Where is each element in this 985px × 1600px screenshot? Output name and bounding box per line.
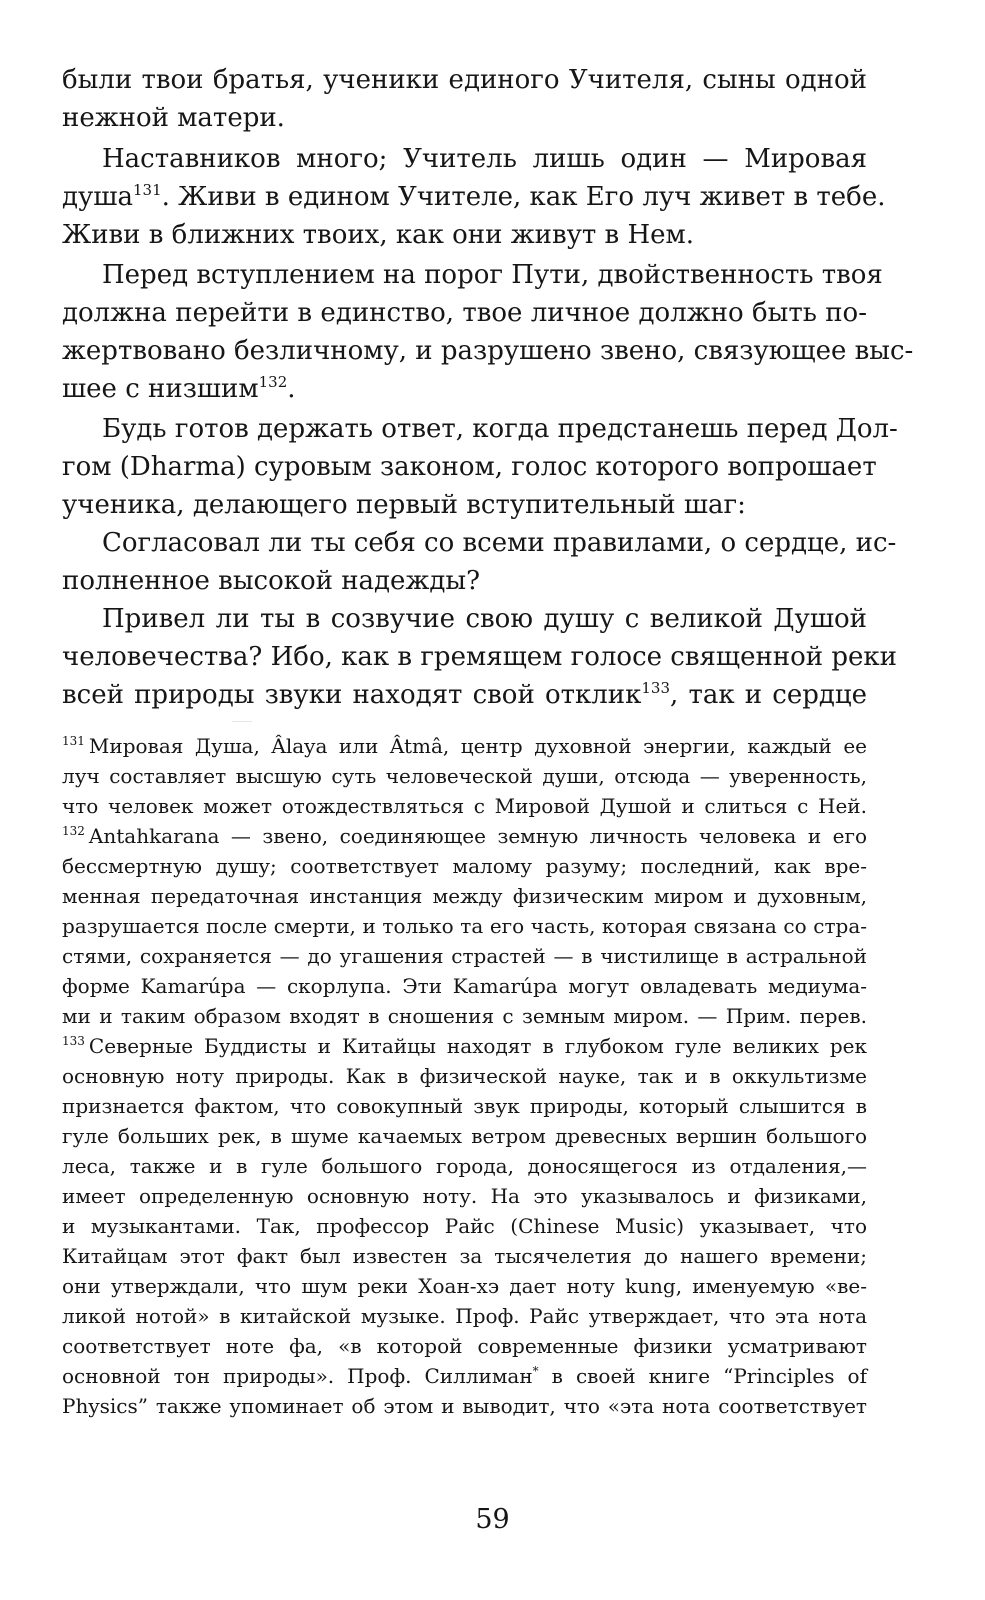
main-text-line: Наставников много; Учитель лишь один — Мировая	[102, 144, 867, 174]
main-text-line: человечества? Ибо, как в гремящем голосе священной реки	[62, 642, 897, 672]
footnote-line: луч составляет высшую суть человеческой души, отсюда — уверенность,	[62, 764, 867, 788]
main-text-line: Согласовал ли ты себя со всеми правилами, о сердце, ис-	[102, 528, 897, 558]
footnote-line: они утверждали, что шум реки Хоан-хэ дает ноту kung, именуемую «ве-	[62, 1274, 867, 1298]
page-number: 59	[475, 1504, 510, 1535]
main-text-line: ученика, делающего первый вступительный шаг:	[62, 490, 746, 520]
footnote-line: менная передаточная инстанция между физическим миром и духовным,	[62, 884, 867, 908]
main-text-line: гом (Dharma) суровым законом, голос которого вопрошает	[62, 452, 877, 482]
footnote-number-131: 131	[62, 734, 85, 748]
footnote-line: что человек может отождествляться с Мировой Душой и слиться с Ней.	[62, 794, 867, 818]
main-text-line: Перед вступлением на порог Пути, двойственность твоя	[102, 260, 883, 290]
footnote-text: Северные Буддисты и Китайцы находят в глубоком гуле великих рек	[88, 1034, 867, 1058]
footnote-text: основной тон природы». Проф. Силлиман	[62, 1364, 533, 1388]
main-text-fragment: .	[287, 374, 296, 404]
main-text-line: были твои братья, ученики единого Учителя, сыны одной	[62, 65, 867, 95]
main-text-line	[62, 370, 867, 411]
footnote-divider	[232, 721, 252, 722]
footnote-line	[62, 1032, 867, 1063]
footnote-line: соответствует ноте фа, «в которой современные физики усматривают	[62, 1334, 867, 1358]
footnote-ref-133: 133	[641, 679, 670, 697]
main-text-line: Привел ли ты в созвучие свою душу с великой Душой	[102, 604, 867, 634]
main-text-line: должна перейти в единство, твое личное должно быть по-	[62, 298, 867, 328]
footnote-text: в своей книге “Principles of	[538, 1364, 867, 1388]
footnote-line: ми и таким образом входят в сношения с земным миром. — Прим. перев.	[62, 1004, 867, 1028]
main-text-fragment: шее с низшим	[62, 374, 259, 404]
main-text-line: Живи в ближних твоих, как они живут в Нем.	[62, 220, 694, 250]
main-text-fragment: , так и сердце	[670, 680, 867, 710]
main-text-fragment: всей природы звуки находят свой отклик	[62, 680, 642, 710]
footnote-line: стями, сохраняется — до угашения страстей — в чистилище в астральной	[62, 944, 867, 968]
footnote-line	[62, 822, 867, 853]
footnote-number-133: 133	[62, 1034, 85, 1048]
footnote-line: признается фактом, что совокупный звук природы, который слышится в	[62, 1094, 867, 1118]
footnote-line: Physics” также упоминает об этом и выводит, что «эта нота соответствует	[62, 1394, 867, 1418]
main-text-fragment: душа	[62, 182, 133, 212]
footnote-text: Мировая Душа, Âlaya или Âtmâ, центр духовной энергии, каждый ее	[88, 734, 867, 758]
main-text-line: полненное высокой надежды?	[62, 566, 481, 596]
footnote-ref-132: 132	[258, 373, 288, 391]
main-text-line: нежной матери.	[62, 103, 285, 133]
footnote-number-132: 132	[62, 824, 85, 838]
main-text-line	[62, 178, 886, 219]
footnote-line: Китайцам этот факт был известен за тысячелетия до нашего времени;	[62, 1244, 867, 1268]
footnote-line: форме Kamarúpa — скорлупа. Эти Kamarúpa могут овладевать медиума-	[62, 974, 867, 998]
footnote-text: Antahkarana — звено, соединяющее земную личность человека и его	[88, 824, 867, 848]
main-text-line: Будь готов держать ответ, когда предстанешь перед Дол-	[102, 414, 898, 444]
footnote-ref-131: 131	[132, 181, 162, 199]
footnote-line	[62, 732, 867, 763]
footnote-line: имеет определенную основную ноту. На это указывалось и физиками,	[62, 1184, 867, 1208]
main-text-line: жертвовано безличному, и разрушено звено, связующее выс-	[62, 336, 914, 366]
footnote-line: гуле больших рек, в шуме качаемых ветром древесных вершин большого	[62, 1124, 867, 1148]
footnote-line: разрушается после смерти, и только та его часть, которая связана со стра-	[62, 914, 867, 938]
main-text-line	[62, 676, 867, 717]
footnote-line: ликой нотой» в китайской музыке. Проф. Райс утверждает, что эта нота	[62, 1304, 867, 1328]
asterisk-mark: *	[532, 1364, 539, 1378]
footnote-line: основную ноту природы. Как в физической науке, так и в оккультизме	[62, 1064, 867, 1088]
footnote-line: леса, также и в гуле большого города, доносящегося из отдаления,—	[62, 1154, 867, 1178]
footnote-line: бессмертную душу; соответствует малому разуму; последний, как вре-	[62, 854, 867, 878]
footnote-line: и музыкантами. Так, профессор Райс (Chinese Music) указывает, что	[62, 1214, 867, 1238]
main-text-fragment: . Живи в едином Учителе, как Его луч живет в тебе.	[161, 182, 886, 212]
footnote-line	[62, 1362, 867, 1393]
